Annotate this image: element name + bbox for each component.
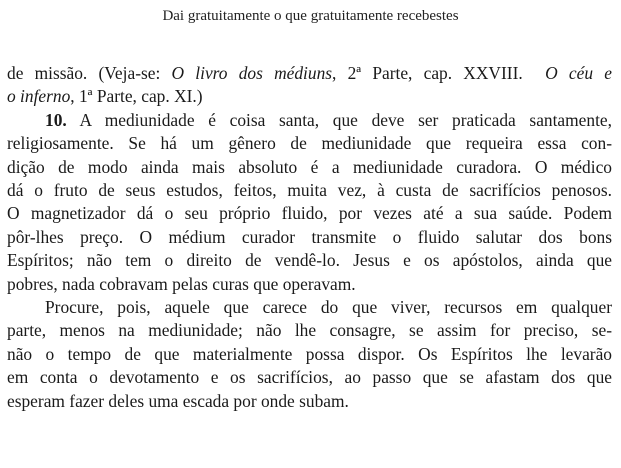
paragraph-2-line: O magnetizador dá o seu próprio fluido, por vezes até a sua saúde. Podem [7,203,612,224]
book-title-italic: O céu e [545,63,612,83]
paragraph-2-line: pobres, nada cobravam pelas curas que operavam. [7,273,356,294]
text-segment: de missão. (Veja-se: [7,63,172,83]
paragraph-3-line: parte, menos na mediunidade; não lhe consagre, se assim for preciso, se- [7,320,612,341]
paragraph-3-line: em conta o devotamento e os sacrifícios, ao passo que se afastam dos que [7,367,612,388]
paragraph-3-line: esperam fazer deles uma escada por onde subam. [7,390,349,411]
paragraph-2-line: dição de modo ainda mais absoluto é a mediunidade curadora. O médico [7,156,612,177]
paragraph-1-line-2 [7,85,612,108]
text-segment: , 2ª Parte, cap. XXVIII. [332,63,546,83]
paragraph-2-line-1 [7,109,612,132]
book-title-italic: O livro dos médiuns [171,63,333,83]
running-header: Dai gratuitamente o que gratuitamente recebestes [162,8,459,24]
book-title-italic: o inferno [7,86,71,107]
body-text [7,62,612,413]
paragraph-1-line-1 [7,62,612,85]
paragraph-2-line: dá o fruto de seus estudos, feitos, muita vez, à custa de sacrifícios penosos. [7,180,612,201]
text-segment: A mediunidade é coisa santa, que deve ser praticada santamente, [66,109,612,130]
item-number: 10. [45,109,67,130]
paragraph-3-line: Procure, pois, aquele que carece do que viver, recursos em qualquer [45,297,612,318]
text-segment: , 1ª Parte, cap. XI.) [70,86,203,107]
paragraph-2-line: religiosamente. Se há um gênero de mediunidade que requeira essa con- [7,133,612,154]
paragraph-2-line: Espíritos; não tem o direito de vendê-lo. Jesus e os apóstolos, ainda que [7,250,612,271]
paragraph-3-line: não o tempo de que materialmente possa dispor. Os Espíritos lhe levarão [7,343,612,364]
paragraph-2-line: pôr-lhes preço. O médium curador transmite o fluido salutar dos bons [7,226,612,247]
